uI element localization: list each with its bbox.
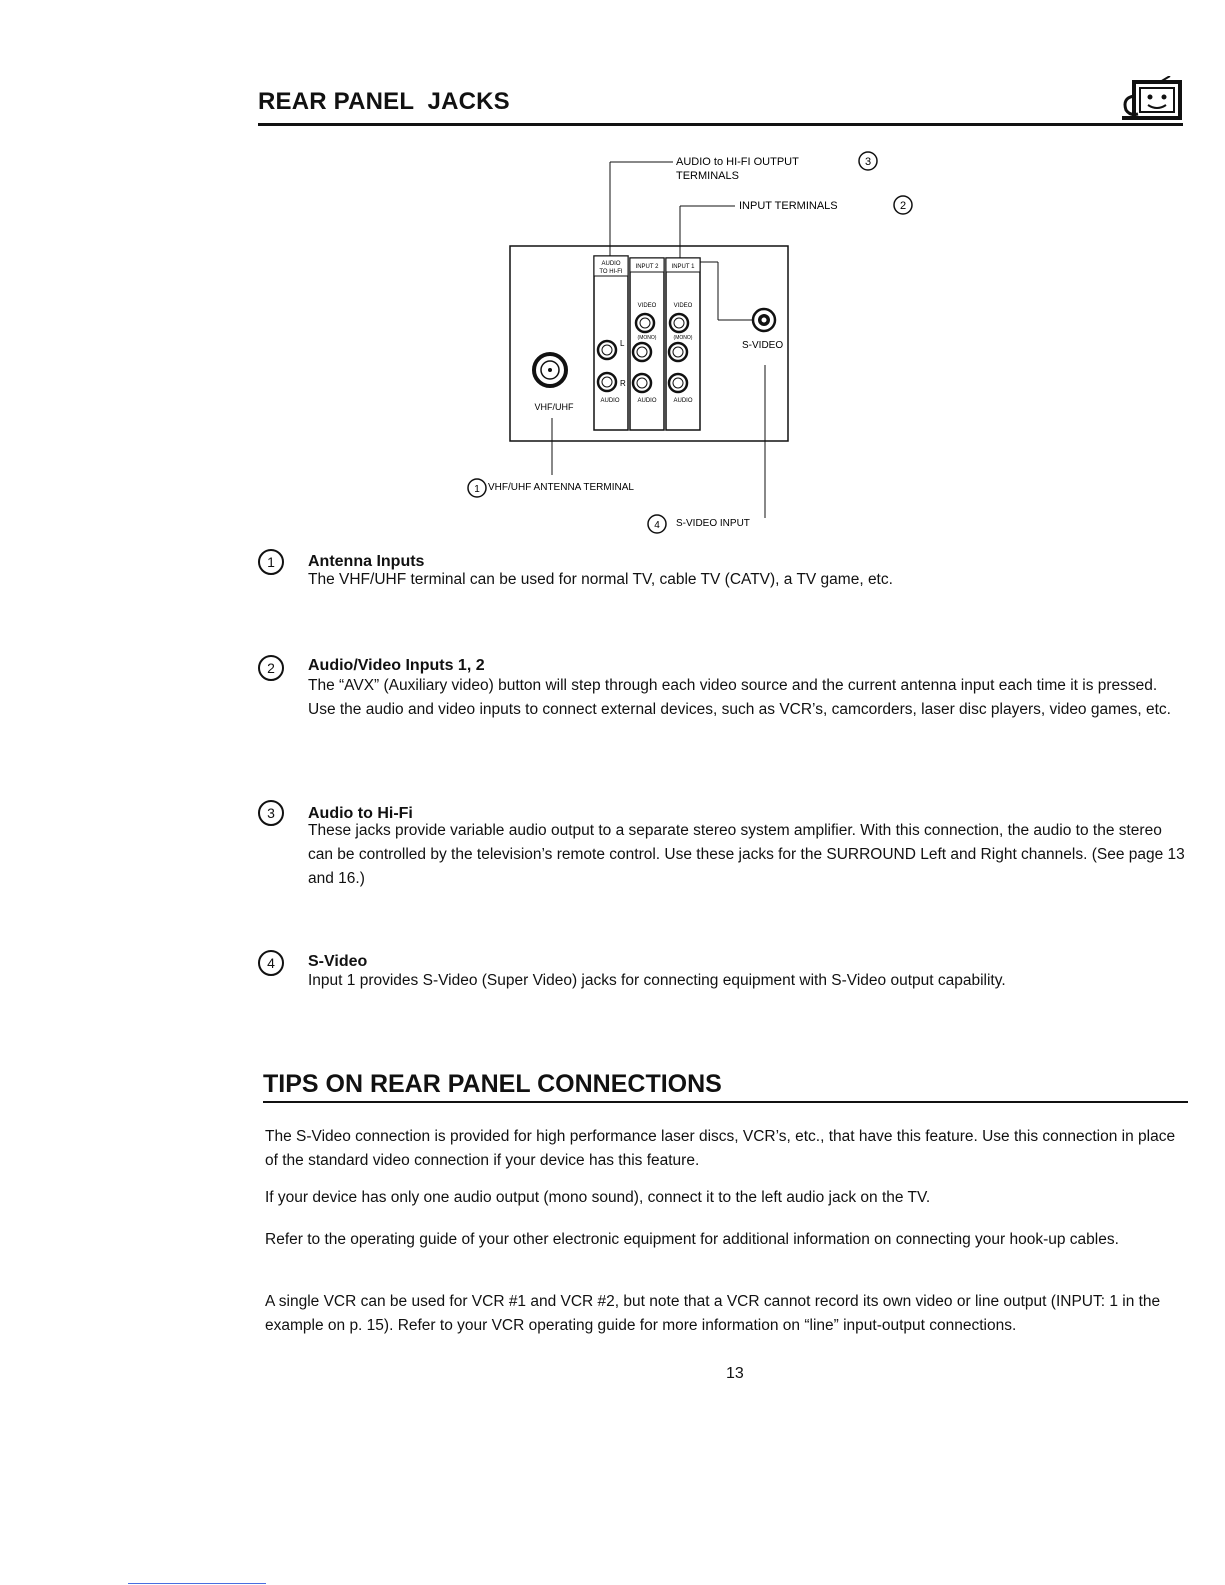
tips-paragraph-1: The S-Video connection is provided for high performance laser discs, VCR’s, etc., that have this feature. Use this connection in place of the standard video connection if your device has this feature.: [265, 1128, 1176, 1169]
tips-rule: [263, 1101, 1188, 1103]
label-video-b: VIDEO: [673, 303, 693, 309]
item-title-audio-to-hifi: Audio to Hi-Fi: [308, 805, 413, 822]
callout-audio-hifi-line2: TERMINALS: [676, 170, 739, 182]
tips-title: TIPS ON REAR PANEL CONNECTIONS: [263, 1070, 722, 1098]
item-title-s-video: S-Video: [308, 953, 368, 970]
item-number-1: 1: [258, 549, 284, 575]
label-svideo: S-VIDEO: [742, 340, 784, 351]
item-body-s-video: Input 1 provides S-Video (Super Video) jacks for connecting equipment with S-Video output capability.: [308, 972, 1006, 989]
title-rule: [258, 123, 1183, 126]
item-number-3: 3: [258, 800, 284, 826]
footer-line: [128, 1583, 266, 1584]
label-mono-a: (MONO): [637, 335, 657, 341]
panel-label-audio-hifi-1: AUDIO: [601, 261, 621, 267]
callout-svideo: S-VIDEO INPUT: [676, 518, 750, 529]
label-l: L: [620, 339, 625, 348]
callout-antenna-num: 1: [474, 484, 480, 495]
label-r: R: [620, 379, 626, 388]
label-audio-a: AUDIO: [600, 398, 620, 404]
item-number-4: 4: [258, 950, 284, 976]
item-body-antenna-inputs: The VHF/UHF terminal can be used for normal TV, cable TV (CATV), a TV game, etc.: [308, 571, 893, 588]
callout-input-terminals-num: 2: [899, 200, 907, 212]
callout-audio-hifi-line1: AUDIO to HI-FI OUTPUT: [676, 156, 799, 168]
tips-paragraph-3: Refer to the operating guide of your other electronic equipment for additional information on connecting your hook-up cables.: [265, 1231, 1119, 1248]
callout-antenna: VHF/UHF ANTENNA TERMINAL: [488, 482, 634, 493]
label-audio-b: AUDIO: [637, 398, 657, 404]
label-mono-b: (MONO): [673, 335, 693, 341]
label-video-a: VIDEO: [637, 303, 657, 309]
page-number: 13: [726, 1365, 744, 1382]
item-body-audio-video-inputs: The “AVX” (Auxiliary video) button will step through each video source and the current antenna input each time it is pressed. Use the audio and video inputs to connect external devices, such as VCR’s, camcorders, laser disc players, video games, etc.: [308, 677, 1171, 718]
item-title-antenna-inputs: Antenna Inputs: [308, 553, 425, 570]
callout-svideo-num: 4: [654, 520, 660, 531]
panel-label-input2: INPUT 2: [635, 264, 659, 270]
callout-audio-hifi-num: 3: [864, 156, 872, 168]
tv-mascot-icon: [1120, 76, 1184, 122]
label-audio-c: AUDIO: [673, 398, 693, 404]
rear-panel-diagram: [430, 140, 950, 540]
tips-paragraph-2: If your device has only one audio output (mono sound), connect it to the left audio jack on the TV.: [265, 1189, 931, 1206]
item-title-audio-video-inputs: Audio/Video Inputs 1, 2: [308, 657, 485, 674]
panel-label-audio-hifi-2: TO HI-FI: [599, 269, 623, 275]
label-vhf-uhf: VHF/UHF: [534, 402, 574, 412]
item-body-audio-to-hifi: These jacks provide variable audio output to a separate stereo system amplifier. With this connection, the audio to the stereo can be controlled by the television’s remote control. Use these jacks for the SURROUND Left and Right channels. (See page 13 and 16.): [308, 822, 1185, 887]
callout-input-terminals: INPUT TERMINALS: [739, 200, 838, 212]
tips-paragraph-4: A single VCR can be used for VCR #1 and VCR #2, but note that a VCR cannot record its own video or line output (INPUT: 1 in the example on p. 15). Refer to your VCR operating guide for more information on “line” input-output connections.: [265, 1293, 1161, 1334]
page-title: REAR PANEL JACKS: [258, 88, 510, 115]
panel-label-input1: INPUT 1: [671, 264, 695, 270]
item-number-2: 2: [258, 655, 284, 681]
